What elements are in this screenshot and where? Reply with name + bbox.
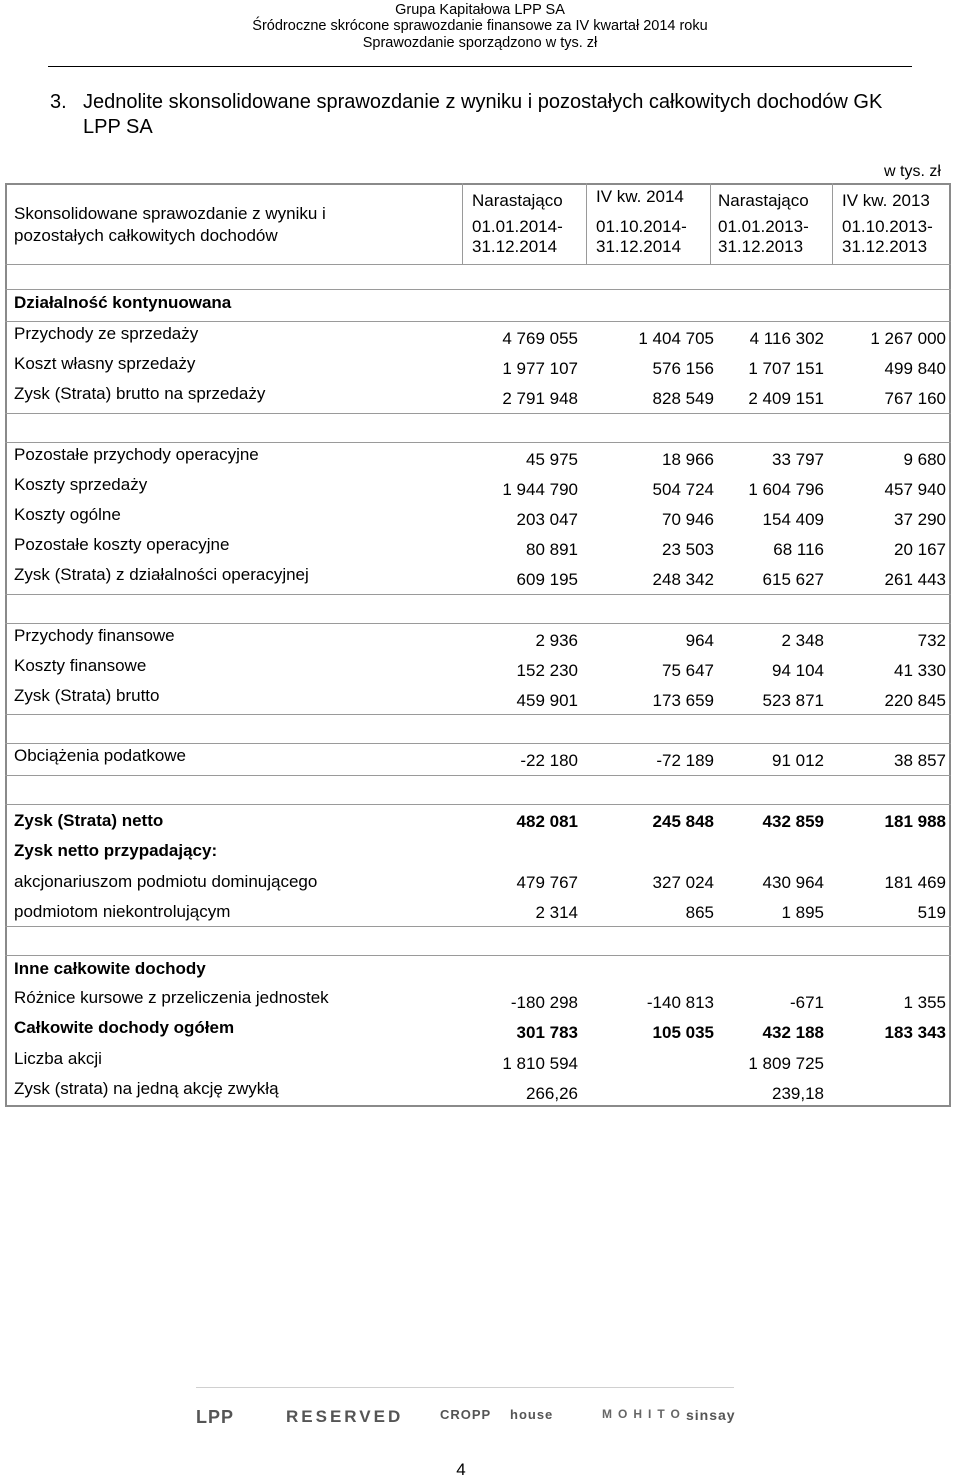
cell-value: 432 188 bbox=[762, 1023, 824, 1042]
column-header bbox=[472, 190, 563, 258]
column-header bbox=[596, 186, 687, 258]
cell-value: 152 230 bbox=[516, 661, 578, 680]
header-rule bbox=[48, 66, 912, 67]
row-label: Zysk (Strata) brutto bbox=[14, 686, 160, 705]
table-row bbox=[5, 382, 951, 412]
table-row bbox=[5, 986, 951, 1016]
cell-value: 828 549 bbox=[652, 389, 714, 408]
cell-value: 964 bbox=[685, 631, 714, 650]
brand-logo: MOHITO bbox=[602, 1407, 686, 1421]
cell-value: -671 bbox=[789, 993, 824, 1012]
row-label: Koszt własny sprzedaży bbox=[14, 354, 196, 373]
cell-value: 1 267 000 bbox=[870, 329, 946, 348]
table-row bbox=[5, 533, 951, 563]
table-row bbox=[5, 896, 951, 926]
table-row bbox=[5, 473, 951, 503]
footer-rule bbox=[196, 1387, 734, 1388]
row-label: Działalność kontynuowana bbox=[14, 293, 232, 312]
doc-header-report: Śródroczne skrócone sprawozdanie finansowe za IV kwartał 2014 roku bbox=[252, 18, 708, 34]
doc-header-unit-note: Sprawozdanie sporządzono w tys. zł bbox=[362, 35, 598, 51]
row-label: Pozostałe koszty operacyjne bbox=[14, 535, 230, 554]
column-divider bbox=[586, 183, 587, 264]
cell-value: 220 845 bbox=[884, 691, 946, 710]
column-divider bbox=[462, 183, 463, 264]
cell-value: 430 964 bbox=[762, 873, 824, 892]
cell-value: 23 503 bbox=[662, 540, 714, 559]
row-label: Koszty finansowe bbox=[14, 656, 147, 675]
cell-value: 261 443 bbox=[884, 570, 946, 589]
column-title: IV kw. 2014 bbox=[596, 187, 684, 206]
spacer-row bbox=[5, 926, 951, 956]
cell-value: 482 081 bbox=[516, 812, 578, 831]
brand-logo: RESERVED bbox=[286, 1407, 404, 1426]
cell-value: 457 940 bbox=[884, 480, 946, 499]
table-row bbox=[5, 835, 951, 865]
cell-value: 576 156 bbox=[652, 359, 714, 378]
cell-value: 499 840 bbox=[884, 359, 946, 378]
table-row bbox=[5, 866, 951, 896]
cell-value: 94 104 bbox=[772, 661, 824, 680]
row-label: Przychody ze sprzedaży bbox=[14, 324, 199, 343]
column-period-from: 01.01.2013- bbox=[718, 217, 809, 236]
cell-value: 432 859 bbox=[762, 812, 824, 831]
cell-value: 2 409 151 bbox=[748, 389, 824, 408]
brand-logo: house bbox=[510, 1407, 554, 1422]
cell-value: 1 404 705 bbox=[638, 329, 714, 348]
cell-value: 266,26 bbox=[526, 1084, 578, 1103]
table-row bbox=[5, 684, 951, 714]
cell-value: 75 647 bbox=[662, 661, 714, 680]
row-label: Koszty ogólne bbox=[14, 505, 121, 524]
cell-value: -72 189 bbox=[656, 751, 714, 770]
cell-value: 1 977 107 bbox=[502, 359, 578, 378]
cell-value: 1 604 796 bbox=[748, 480, 824, 499]
column-title: Narastająco bbox=[472, 191, 563, 210]
column-header bbox=[842, 190, 933, 258]
row-label: Liczba akcji bbox=[14, 1049, 102, 1068]
cell-value: 203 047 bbox=[516, 510, 578, 529]
cell-value: 4 116 302 bbox=[749, 329, 824, 348]
table-row bbox=[5, 322, 951, 352]
cell-value: 732 bbox=[917, 631, 946, 650]
table-header-label: Skonsolidowane sprawozdanie z wyniku i pozostałych całkowitych dochodów bbox=[14, 204, 326, 245]
spacer-row bbox=[5, 413, 951, 443]
cell-value: 37 290 bbox=[894, 510, 946, 529]
table-row bbox=[5, 290, 951, 320]
spacer-row bbox=[5, 264, 951, 290]
row-label: Zysk (strata) na jedną akcję zwykłą bbox=[14, 1079, 279, 1098]
unit-label: w tys. zł bbox=[884, 163, 941, 180]
section-title-text: Jednolite skonsolidowane sprawozdanie z wyniku i pozostałych całkowitych dochodów GK LPP SA bbox=[83, 91, 883, 138]
cell-value: 609 195 bbox=[516, 570, 578, 589]
row-label: akcjonariuszom podmiotu dominującego bbox=[14, 872, 318, 891]
cell-value: 248 342 bbox=[652, 570, 714, 589]
cell-value: 154 409 bbox=[762, 510, 824, 529]
cell-value: 1 809 725 bbox=[748, 1054, 824, 1073]
table-row bbox=[5, 654, 951, 684]
cell-value: 181 469 bbox=[884, 873, 946, 892]
cell-value: 2 348 bbox=[781, 631, 824, 650]
cell-value: 504 724 bbox=[652, 480, 714, 499]
doc-header-company: Grupa Kapitałowa LPP SA bbox=[395, 2, 565, 18]
cell-value: 18 966 bbox=[662, 450, 714, 469]
cell-value: 173 659 bbox=[652, 691, 714, 710]
cell-value: -180 298 bbox=[510, 993, 578, 1012]
column-divider bbox=[832, 183, 833, 264]
cell-value: 523 871 bbox=[762, 691, 824, 710]
table-row bbox=[5, 1047, 951, 1077]
cell-value: -22 180 bbox=[520, 751, 578, 770]
cell-value: 327 024 bbox=[652, 873, 714, 892]
column-header bbox=[718, 190, 809, 258]
cell-value: 1 810 594 bbox=[502, 1054, 578, 1073]
column-period-to: 31.12.2014 bbox=[596, 237, 682, 256]
table-row bbox=[5, 1077, 951, 1107]
cell-value: 91 012 bbox=[772, 751, 824, 770]
row-label: podmiotom niekontrolującym bbox=[14, 902, 231, 921]
column-period-to: 31.12.2013 bbox=[718, 237, 804, 256]
row-label: Różnice kursowe z przeliczenia jednostek bbox=[14, 988, 329, 1007]
brand-logos bbox=[0, 1407, 960, 1429]
cell-value: 4 769 055 bbox=[502, 329, 578, 348]
cell-value: 9 680 bbox=[903, 450, 946, 469]
cell-value: 767 160 bbox=[884, 389, 946, 408]
cell-value: 1 707 151 bbox=[748, 359, 824, 378]
cell-value: 865 bbox=[685, 903, 714, 922]
table-row bbox=[5, 624, 951, 654]
cell-value: 33 797 bbox=[772, 450, 824, 469]
section-number: 3. bbox=[50, 91, 67, 113]
row-label: Całkowite dochody ogółem bbox=[14, 1018, 235, 1037]
cell-value: 519 bbox=[917, 903, 946, 922]
cell-value: 1 355 bbox=[903, 993, 946, 1012]
row-label: Zysk (Strata) z działalności operacyjnej bbox=[14, 565, 309, 584]
cell-value: 38 857 bbox=[894, 751, 946, 770]
cell-value: 245 848 bbox=[652, 812, 714, 831]
column-period-from: 01.10.2013- bbox=[842, 217, 933, 236]
page-number: 4 bbox=[456, 1460, 466, 1479]
row-label: Pozostałe przychody operacyjne bbox=[14, 445, 259, 464]
cell-value: 239,18 bbox=[772, 1084, 824, 1103]
table-row bbox=[5, 563, 951, 593]
cell-value: 80 891 bbox=[526, 540, 578, 559]
row-label: Inne całkowite dochody bbox=[14, 959, 206, 978]
spacer-row bbox=[5, 594, 951, 624]
cell-value: 615 627 bbox=[762, 570, 824, 589]
cell-value: 70 946 bbox=[662, 510, 714, 529]
table-row bbox=[5, 956, 951, 986]
cell-value: 183 343 bbox=[884, 1023, 946, 1042]
cell-value: -140 813 bbox=[646, 993, 714, 1012]
cell-value: 20 167 bbox=[894, 540, 946, 559]
cell-value: 68 116 bbox=[773, 540, 824, 559]
brand-logo: CROPP bbox=[440, 1407, 492, 1422]
cell-value: 2 791 948 bbox=[502, 389, 578, 408]
row-label: Przychody finansowe bbox=[14, 626, 175, 645]
cell-value: 45 975 bbox=[526, 450, 578, 469]
row-label: Zysk (Strata) brutto na sprzedaży bbox=[14, 384, 266, 403]
row-label: Zysk (Strata) netto bbox=[14, 811, 164, 830]
table-row bbox=[5, 443, 951, 473]
cell-value: 1 944 790 bbox=[502, 480, 578, 499]
table-row bbox=[5, 805, 951, 835]
row-label: Obciążenia podatkowe bbox=[14, 746, 187, 765]
column-title: IV kw. 2013 bbox=[842, 191, 930, 210]
column-divider bbox=[710, 183, 711, 264]
cell-value: 2 314 bbox=[535, 903, 578, 922]
brand-logo: LPP bbox=[196, 1407, 235, 1427]
cell-value: 105 035 bbox=[652, 1023, 714, 1042]
spacer-row bbox=[5, 775, 951, 805]
cell-value: 301 783 bbox=[516, 1023, 578, 1042]
table-row bbox=[5, 744, 951, 774]
column-period-from: 01.10.2014- bbox=[596, 217, 687, 236]
column-period-from: 01.01.2014- bbox=[472, 217, 563, 236]
column-period-to: 31.12.2014 bbox=[472, 237, 558, 256]
row-label: Koszty sprzedaży bbox=[14, 475, 148, 494]
cell-value: 479 767 bbox=[516, 873, 578, 892]
cell-value: 1 895 bbox=[781, 903, 824, 922]
table-row bbox=[5, 503, 951, 533]
column-period-to: 31.12.2013 bbox=[842, 237, 928, 256]
cell-value: 181 988 bbox=[884, 812, 946, 831]
cell-value: 2 936 bbox=[535, 631, 578, 650]
cell-value: 41 330 bbox=[894, 661, 946, 680]
table-row bbox=[5, 1016, 951, 1046]
row-label: Zysk netto przypadający: bbox=[14, 841, 218, 860]
cell-value: 459 901 bbox=[516, 691, 578, 710]
table-row bbox=[5, 352, 951, 382]
column-title: Narastająco bbox=[718, 191, 809, 210]
spacer-row bbox=[5, 714, 951, 744]
brand-logo: sinsay bbox=[686, 1407, 736, 1423]
